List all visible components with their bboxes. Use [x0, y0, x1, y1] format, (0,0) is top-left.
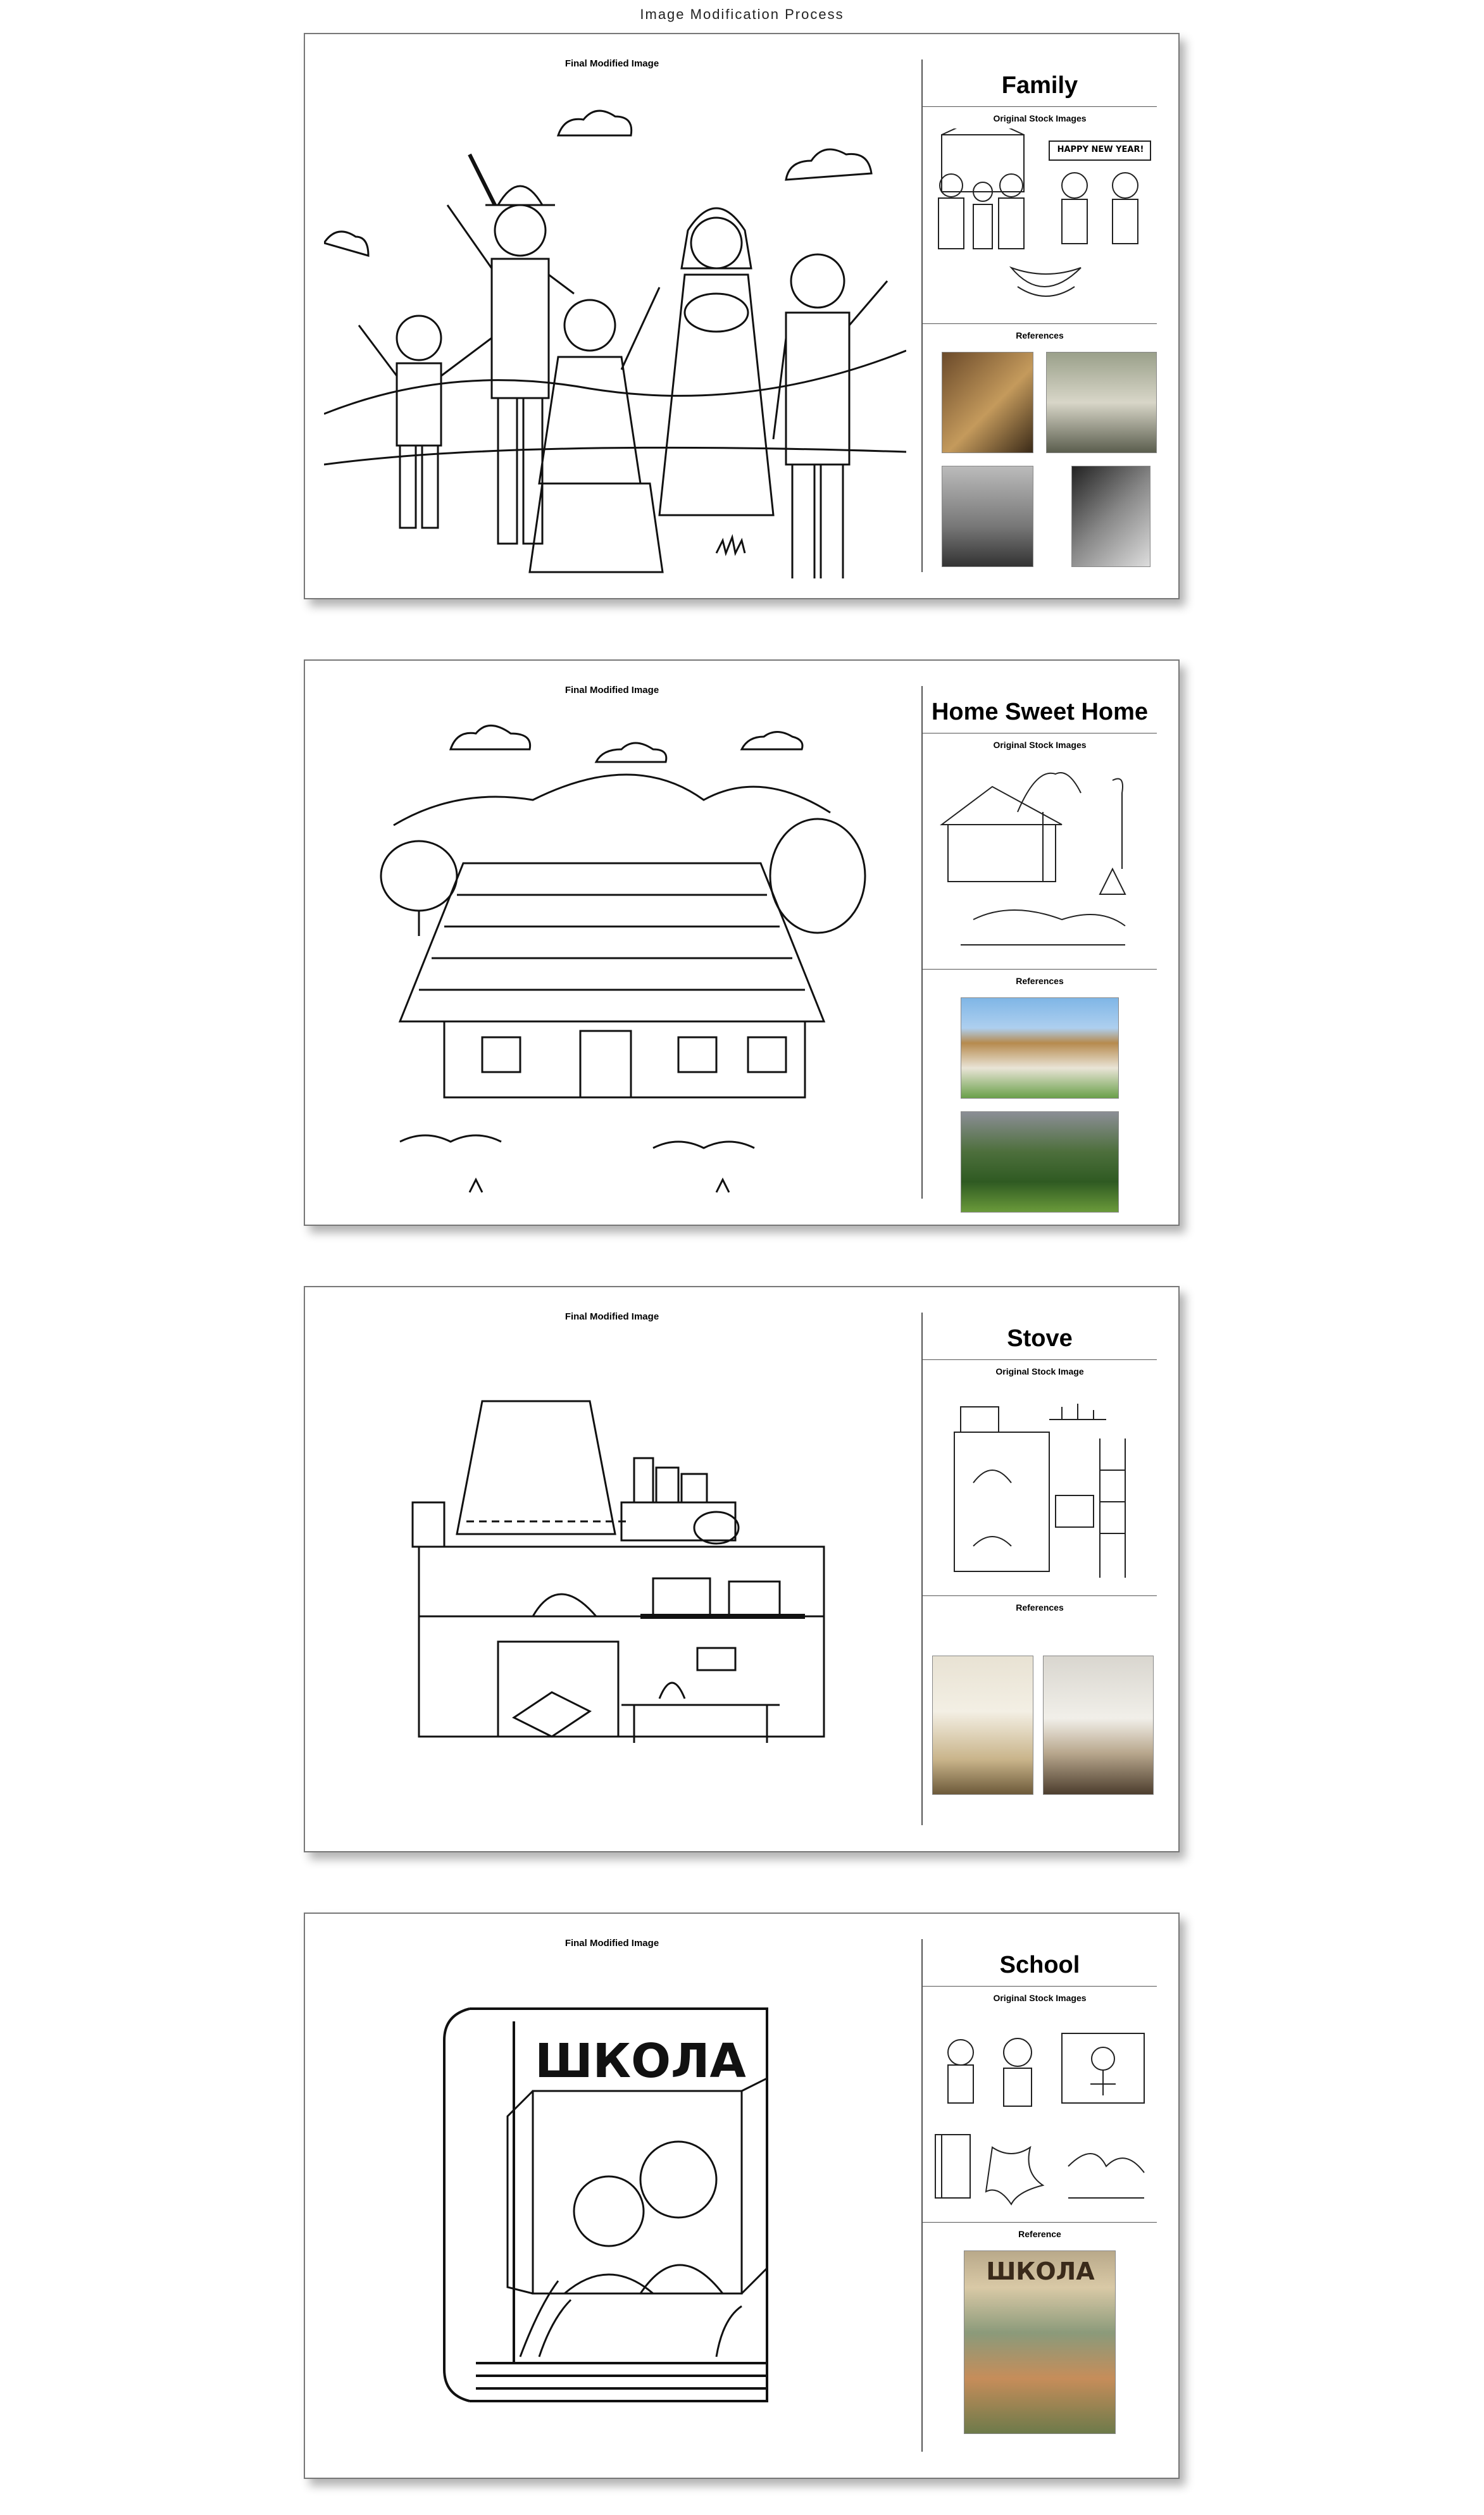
stock-images: [923, 1382, 1157, 1590]
book-title: ШКОЛА: [535, 2034, 746, 2088]
final-image-label: Final Modified Image: [564, 1311, 659, 1322]
side-panel-stove: [923, 1313, 1157, 1858]
stove-coloring-art: [324, 1338, 906, 1832]
stock-image-label: Original Stock Image: [995, 1366, 1084, 1376]
stock-images: [923, 2008, 1157, 2217]
reference-photos: [923, 2244, 1157, 2485]
reference-photos: [923, 1618, 1157, 1858]
reference-photo: [942, 352, 1033, 453]
stock-images: [923, 128, 1157, 318]
section-title: Home Sweet Home: [931, 699, 1149, 725]
section-title: School: [999, 1952, 1080, 1978]
board-home: [304, 659, 1180, 1226]
side-panel-family: [923, 59, 1157, 573]
rule: [923, 106, 1157, 107]
rule: [923, 1595, 1157, 1596]
reference-photo: [961, 1111, 1119, 1213]
references-label: References: [1016, 976, 1064, 986]
rule: [923, 1986, 1157, 1987]
rule: [923, 969, 1157, 970]
reference-photo: [932, 1656, 1033, 1795]
section-title: Stove: [1007, 1325, 1073, 1352]
final-image-label: Final Modified Image: [564, 58, 659, 69]
reference-photo: [1046, 352, 1157, 453]
reference-photos: [923, 991, 1157, 1232]
side-panel-school: [923, 1939, 1157, 2485]
reference-photo: [1043, 1656, 1154, 1795]
reference-photos: [923, 346, 1157, 573]
school-coloring-art: [324, 1964, 906, 2458]
board-stove: [304, 1286, 1180, 1852]
final-image-label: Final Modified Image: [564, 1938, 659, 1949]
references-label: References: [1016, 330, 1064, 340]
home-coloring-art: [324, 711, 906, 1205]
board-family: [304, 33, 1180, 599]
section-title: Family: [1001, 72, 1078, 99]
reference-label: Reference: [1018, 2229, 1061, 2239]
rule: [923, 1359, 1157, 1360]
banner-text: HAPPY NEW YEAR!: [1057, 145, 1144, 154]
stock-images-label: Original Stock Images: [993, 113, 1087, 123]
reference-photo: [1071, 466, 1150, 567]
rule: [923, 2222, 1157, 2223]
stock-images: [923, 755, 1157, 964]
side-panel-home: [923, 686, 1157, 1232]
reference-book-title: ШКОЛА: [986, 2257, 1095, 2285]
board-school: [304, 1913, 1180, 2479]
stock-images-label: Original Stock Images: [993, 1993, 1087, 2003]
rule: [923, 323, 1157, 324]
reference-photo: [942, 466, 1033, 567]
page-title: Image Modification Process: [640, 6, 844, 22]
reference-book-photo: [964, 2250, 1116, 2434]
family-coloring-art: [324, 85, 906, 578]
final-image-label: Final Modified Image: [564, 685, 659, 696]
reference-photo: [961, 997, 1119, 1099]
references-label: References: [1016, 1602, 1064, 1613]
stock-images-label: Original Stock Images: [993, 740, 1087, 750]
